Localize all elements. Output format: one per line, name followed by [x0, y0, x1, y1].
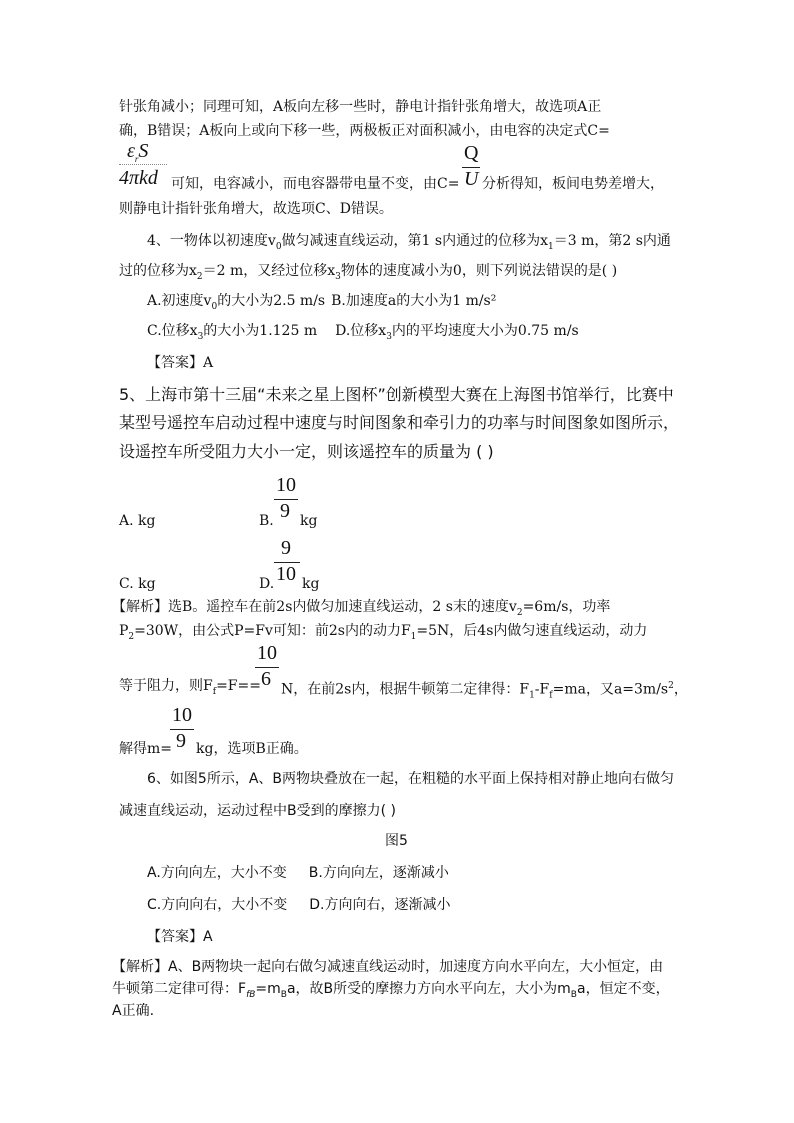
q5-option-b-unit: kg — [300, 513, 318, 529]
q5-option-b-label: B. — [259, 513, 274, 529]
q6-line2: 减速直线运动，运动过程中B受到的摩擦力( ) — [119, 803, 396, 819]
q5-analysis-line2: $P_2=30W$，由公式P=Fv可知：前2s内的动力$F_1=5N$，后4s内做匀速直线运动，动力 — [119, 623, 648, 642]
q-over-u-fraction — [462, 142, 482, 192]
q5-analysis-line3a: 等于阻力，则$F_f=F==$ — [119, 678, 261, 697]
para3-line2: 确，B错误；A板向上或向下移一些，两极板正对面积减小，由电容的决定式C= — [119, 123, 610, 139]
q5-analysis-line3b: N，在前2s内，根据牛顿第二定律得：$F_1-F_f=ma$，又$a=3m/s^2$， — [281, 681, 688, 701]
q6-line1: 6、如图5所示，A、B两物块叠放在一起，在粗糙的水平面上保持相对静止地向右做匀 — [147, 771, 674, 787]
q4-line1: 4、一物体以初速度$v_0$做匀减速直线运动，第1 s内通过的位移为$x_1=3$ m，第2 s内通 — [147, 233, 671, 252]
fraction-denominator: U — [464, 168, 479, 190]
q6-answer: 【答案】A — [147, 929, 213, 945]
q4-options-cd: C.位移$x_3$的大小为1.125 m D.位移$x_3$内的平均速度大小为0.75 m/s — [147, 323, 579, 342]
para3-line3b: 分析得知，板间电势差增大， — [482, 176, 664, 192]
q5-option-c: C. kg — [119, 576, 156, 592]
q5-option-a: A. kg — [119, 513, 156, 529]
q5-option-b-fraction: 10 9 — [276, 474, 296, 522]
fraction-numerator: ε — [127, 140, 135, 162]
q4-options-ab: A.初速度$v_0$的大小为2.5 m/s B.加速度a的大小为1 m/s² — [147, 293, 497, 312]
q5-analysis-line1: 【解析】选B。遥控车在前2s内做匀加速直线运动，2 s末的速度$v_2=6m/s$，功率 — [112, 599, 611, 618]
q6-analysis-line3: A正确. — [112, 1003, 155, 1019]
fraction-numerator: Q — [464, 142, 479, 164]
q6-analysis-line2: 牛顿第二定律可得：$F_{fB}=m_Ba$，故B所受的摩擦力方向水平向左，大小为$m_Ba$，恒定不变， — [112, 981, 670, 1000]
q6-analysis-line1: 【解析】A、B两物块一起向右做匀减速直线运动时，加速度方向水平向左，大小恒定，由 — [112, 959, 664, 975]
q5-analysis-line4b: kg，选项B正确。 — [196, 741, 308, 757]
capacitance-fraction: $\varepsilon_rS$ 4πkd — [119, 140, 171, 190]
q5-analysis-fraction-10-6: 10 6 — [257, 642, 277, 690]
q5-line2: 某型号遥控车启动过程中速度与时间图象和牵引力的功率与时间图象如图所示， — [119, 413, 680, 432]
q4-line2: 过的位移为$x_2=2$ m，又经过位移$x_3$物体的速度减小为0，则下列说法错误的是( ) — [119, 263, 618, 282]
q5-analysis-fraction-10-9: 10 9 — [172, 704, 192, 752]
para3-line4: 则静电计指针张角增大，故选项C、D错误。 — [119, 201, 393, 217]
q6-options-ab: A.方向向左，大小不变 B.方向向左，逐渐减小 — [147, 865, 449, 881]
q6-options-cd: C.方向向右，大小不变 D.方向向右，逐渐减小 — [147, 897, 451, 913]
fraction-denominator: 4πkd — [119, 167, 158, 189]
q5-option-d-label: D. — [259, 576, 275, 592]
q6-figure-caption: 图5 — [385, 833, 408, 849]
q5-line3: 设遥控车所受阻力大小一定，则该遥控车的质量为 ( ) — [119, 442, 494, 461]
q5-option-d-fraction: 9 10 — [274, 537, 302, 589]
para3-line1: 针张角减小；同理可知，A板向左移一些时，静电计指针张角增大，故选项A正 — [119, 99, 602, 115]
q5-analysis-line4a: 解得m= — [119, 741, 173, 757]
para3-line3a: 可知，电容减小，而电容器带电量不变，由C= — [171, 176, 460, 192]
q5-line1: 5、上海市第十三届“未来之星上图杯”创新模型大赛在上海图书馆举行，比赛中 — [119, 385, 674, 404]
q4-answer: 【答案】A — [147, 355, 214, 371]
q5-option-d-unit: kg — [302, 576, 320, 592]
